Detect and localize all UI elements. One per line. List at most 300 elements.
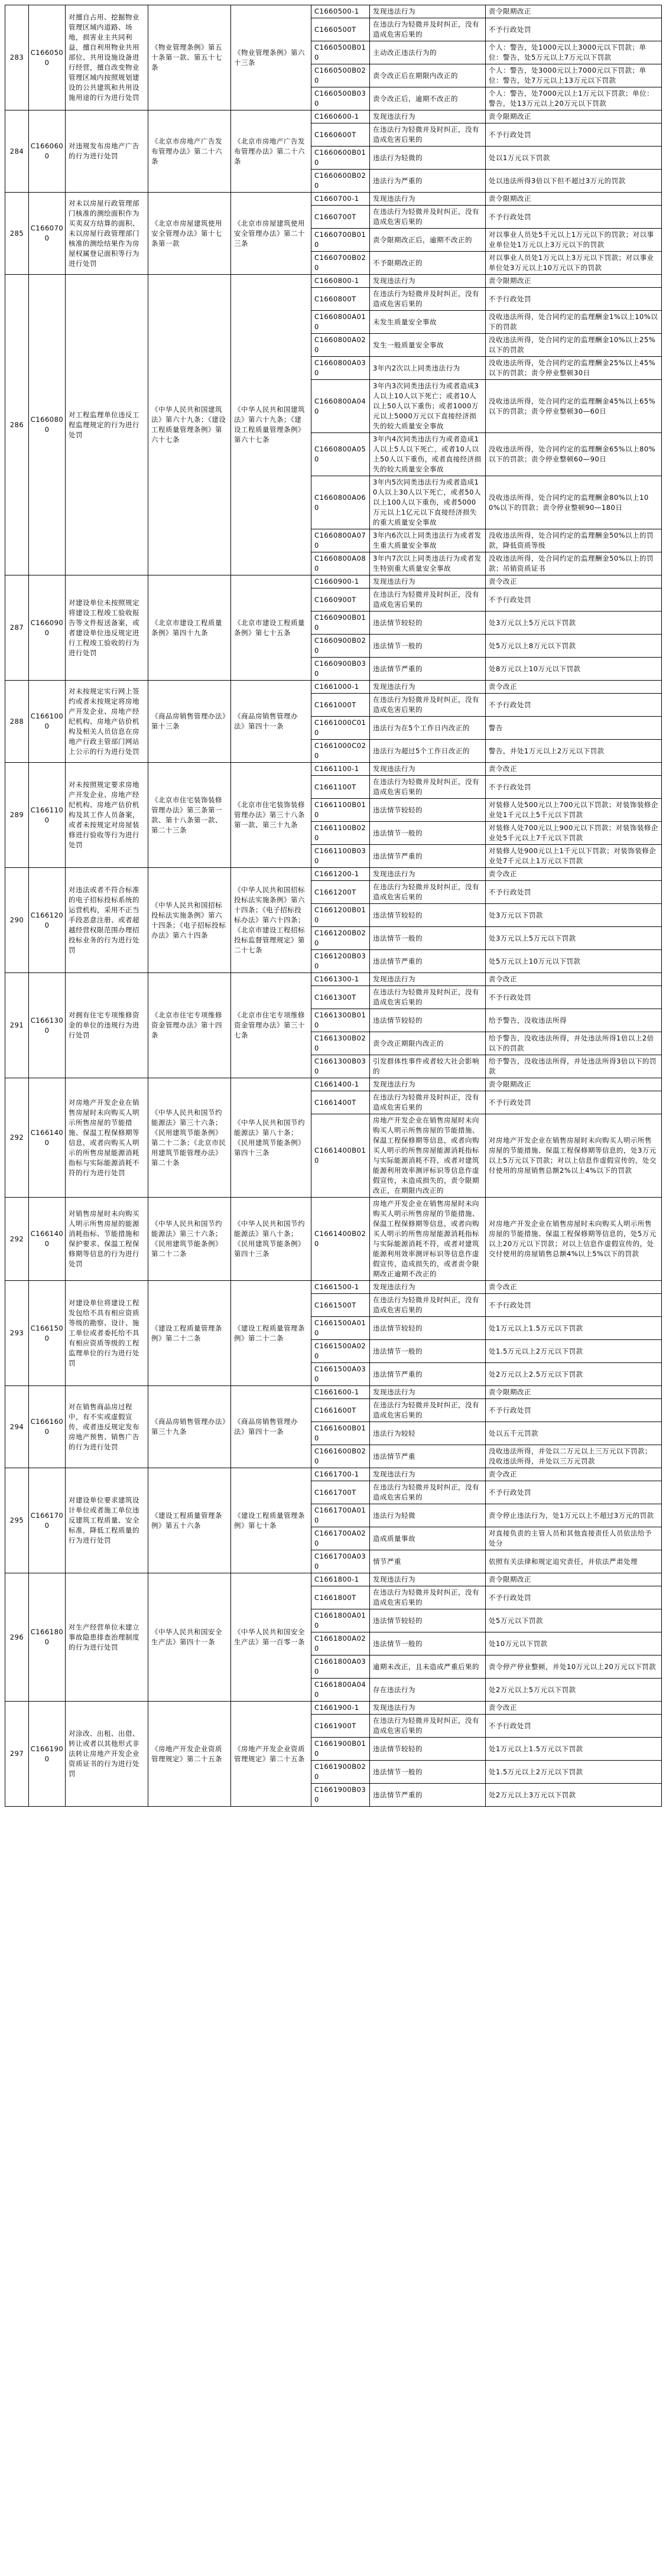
row-number: 292 — [5, 1078, 29, 1198]
penalty-standard: 处3万元以下罚款 — [486, 904, 662, 927]
sub-item-code: C1661700T — [311, 1481, 370, 1504]
penalty-standard: 不予行政处罚 — [486, 18, 662, 41]
violation-basis: 《北京市建设工程质量条例》第四十九条 — [148, 575, 231, 681]
sub-item-code: C1661700A030 — [311, 1550, 370, 1573]
violation-circumstance: 在违法行为轻微并及时纠正，没有造成危害后果的 — [370, 18, 486, 41]
violation-circumstance: 逾期未改正，且未造成严重后果的 — [370, 1655, 486, 1679]
item-name: 对未按照规定要求房地产开发企业、房地产经纪机构、房地产估价机构及其工作人员备案，或者未按规定对房屋装修进行验收等行为进行处罚 — [66, 763, 148, 868]
penalty-standard: 处2万元以上5万元以下罚款 — [486, 1679, 662, 1702]
penalty-standard: 处1.5万元以上2万元以下罚款 — [486, 1761, 662, 1784]
penalty-standard: 对装修人处900元以上1千元以下罚款；对装饰装修企业处7千元以上1万元以下罚款 — [486, 845, 662, 868]
penalty-standard: 不予行政处罚 — [486, 1481, 662, 1504]
sub-item-code: C1661100T — [311, 776, 370, 799]
violation-circumstance: 发现违法行为 — [370, 868, 486, 881]
penalty-basis: 《房地产开发企业资质管理规定》第二十五条 — [231, 1702, 311, 1807]
violation-circumstance: 违法情节较轻的 — [370, 1317, 486, 1340]
violation-circumstance: 违法行为在5个工作日内改正的 — [370, 717, 486, 740]
sub-item-code: C1661300B030 — [311, 1055, 370, 1078]
violation-circumstance: 发现违法行为 — [370, 193, 486, 206]
row-number: 290 — [5, 868, 29, 973]
penalty-basis: 《北京市房屋建筑使用安全管理办法》第二十三条 — [231, 193, 311, 275]
violation-circumstance: 违法行为超过5个工作日改正的 — [370, 740, 486, 763]
row-number: 287 — [5, 575, 29, 681]
penalty-standard: 责令限期改正 — [486, 5, 662, 18]
item-name: 对在销售商品房过程中，有不实或虚假宣传，或者违反规定发布房地产预售、销售广告的行为进行处罚 — [66, 1386, 148, 1468]
sub-item-code: C1661400B020 — [311, 1198, 370, 1281]
penalty-basis: 《中华人民共和国招标投标法实施条例》第六十四条；《电子招标投标办法》第六十四条；《北京市建设工程招标投标监督管理规定》第二十七条 — [231, 868, 311, 973]
violation-basis: 《北京市住宅装饰装修管理办法》第三条第一款、第十八条第一款、第二十三条 — [148, 763, 231, 868]
violation-circumstance: 违法情节一般的 — [370, 1340, 486, 1363]
penalty-standard: 责令限期改正 — [486, 1386, 662, 1399]
penalty-standard: 不予行政处罚 — [486, 986, 662, 1009]
sub-item-code: C1660800A070 — [311, 529, 370, 552]
sub-item-code: C1661900B010 — [311, 1738, 370, 1761]
sub-item-code: C1660500-1 — [311, 5, 370, 18]
sub-item-code: C1661800-1 — [311, 1573, 370, 1586]
sub-item-code: C1661600-1 — [311, 1386, 370, 1399]
violation-circumstance: 在违法行为轻微并及时纠正，没有造成危害后果的 — [370, 1715, 486, 1738]
table-row — [5, 193, 662, 206]
violation-circumstance: 责令改正后，逾期不改正的 — [370, 87, 486, 110]
sub-item-code: C1661100B020 — [311, 822, 370, 845]
penalty-standard: 没收违法所得，处合同约定的监理酬金45%以上65%以下的罚款；责令停业整顿30—60日 — [486, 380, 662, 433]
penalty-basis: 《北京市房地产广告发布管理办法》第二十六条 — [231, 110, 311, 193]
table-row — [5, 275, 662, 288]
violation-circumstance: 在违法行为轻微并及时纠正，没有造成危害后果的 — [370, 123, 486, 147]
penalty-standard: 警告 — [486, 717, 662, 740]
table-body — [5, 5, 662, 1807]
violation-circumstance: 发现违法行为 — [370, 575, 486, 588]
sub-item-code: C1661500A030 — [311, 1363, 370, 1386]
table-row — [5, 1386, 662, 1399]
row-number: 288 — [5, 681, 29, 763]
sub-item-code: C1661200T — [311, 881, 370, 904]
penalty-standard: 没收违法所得，处合同约定的监理酬金10%以上25%以下的罚款 — [486, 334, 662, 357]
sub-item-code: C1661900B030 — [311, 1784, 370, 1807]
penalty-standard: 没收违法所得，处合同约定的监理酬金80%以上100%以下的罚款；责令停业整顿90—180日 — [486, 476, 662, 529]
sub-item-code: C1660700-1 — [311, 193, 370, 206]
penalty-standard: 处2万元以上3万元以下罚款 — [486, 1784, 662, 1807]
penalty-standard: 责令限期改正 — [486, 275, 662, 288]
penalty-standard: 责令改正 — [486, 973, 662, 986]
item-code: C1661500 — [29, 1281, 66, 1386]
sub-item-code: C1660600-1 — [311, 110, 370, 123]
violation-circumstance: 违法情节一般的 — [370, 822, 486, 845]
violation-circumstance: 3年内5次同类违法行为或者造成10人以上30人以下死亡，或者50人以上100人以下重伤，或者5000万元以上1亿元以下直接经济损失的重大质量安全事故 — [370, 476, 486, 529]
violation-basis: 《北京市房屋建筑使用安全管理办法》第十七条第一款 — [148, 193, 231, 275]
row-number: 294 — [5, 1386, 29, 1468]
item-code: C1660900 — [29, 575, 66, 681]
violation-circumstance: 责令改正期限内改正的 — [370, 1032, 486, 1055]
violation-circumstance: 违法情节较轻的 — [370, 1738, 486, 1761]
penalty-standard: 不予行政处罚 — [486, 288, 662, 311]
penalty-basis: 《中华人民共和国安全生产法》第一百零一条 — [231, 1573, 311, 1702]
row-number: 285 — [5, 193, 29, 275]
sub-item-code: C1661800T — [311, 1586, 370, 1609]
violation-circumstance: 在违法行为轻微并及时纠正，没有造成危害后果的 — [370, 1481, 486, 1504]
penalty-standard: 处1.5万元以上2万元以下罚款 — [486, 1340, 662, 1363]
item-name: 对违规发布房地产广告的行为进行处罚 — [66, 110, 148, 193]
penalty-standard: 个人：警告，处7000元以上1万元以下罚款；单位：警告，处13万元以上20万元以下罚款 — [486, 87, 662, 110]
table-row — [5, 1078, 662, 1091]
penalty-basis: 《商品房销售管理办法》第四十一条 — [231, 1386, 311, 1468]
penalty-standard: 没收违法所得，处合同约定的监理酬金65%以上80%以下的罚款；责令停业整顿60—90日 — [486, 433, 662, 476]
sub-item-code: C1661500-1 — [311, 1281, 370, 1294]
penalty-standard: 处5万元以上8万元以下罚款 — [486, 635, 662, 658]
sub-item-code: C1661100B010 — [311, 799, 370, 822]
sub-item-code: C1661200B020 — [311, 927, 370, 950]
penalty-standard: 处3万元以上5万元以下罚款 — [486, 927, 662, 950]
item-name: 对生产经营单位未建立事故隐患排查治理制度的行为进行处罚 — [66, 1573, 148, 1702]
penalty-standard: 责令改正 — [486, 1468, 662, 1481]
penalty-standard: 责令限期改正 — [486, 1573, 662, 1586]
table-row — [5, 110, 662, 123]
violation-circumstance: 主动改正违法行为的 — [370, 41, 486, 64]
violation-circumstance: 3年内6次以上同类违法行为或者发生重大质量安全事故 — [370, 529, 486, 552]
penalty-standard: 处2万元以上2.5万元以下罚款 — [486, 1363, 662, 1386]
penalty-standard: 不予行政处罚 — [486, 1586, 662, 1609]
item-name: 对违法或者不符合标准的电子招标投标系统的运营机构，采用不正当手段恶意注册、或者超越经营权限范围办理招投标业务的行为进行处罚 — [66, 868, 148, 973]
penalty-basis: 《商品房销售管理办法》第四十一条 — [231, 681, 311, 763]
table-row — [5, 1702, 662, 1715]
violation-circumstance: 造成质量事故 — [370, 1527, 486, 1550]
penalty-standard: 处8万元以上10万元以下罚款 — [486, 658, 662, 681]
violation-circumstance: 发现违法行为 — [370, 1468, 486, 1481]
item-code: C1661900 — [29, 1702, 66, 1807]
violation-basis: 《建设工程质量管理条例》第二十二条 — [148, 1281, 231, 1386]
item-code: C1661000 — [29, 681, 66, 763]
penalty-standard: 警告，并处1万元以上2万元以下罚款 — [486, 740, 662, 763]
item-name: 对涂改、出租、出借、转让或者以其他形式非法转让房地产开发企业资质证书的行为进行处罚 — [66, 1702, 148, 1807]
sub-item-code: C1660800A010 — [311, 311, 370, 334]
item-code: C1661100 — [29, 763, 66, 868]
sub-item-code: C1660800A060 — [311, 476, 370, 529]
penalty-standard: 不予行政处罚 — [486, 1294, 662, 1317]
sub-item-code: C1660500B030 — [311, 87, 370, 110]
violation-circumstance: 违法情节严重 — [370, 1445, 486, 1468]
item-code: C1661700 — [29, 1468, 66, 1573]
sub-item-code: C1661700-1 — [311, 1468, 370, 1481]
sub-item-code: C1660800A050 — [311, 433, 370, 476]
penalty-standard: 个人：警告，处3000元以上7000元以下罚款；单位：警告，处7万元以上13万元以下罚款 — [486, 64, 662, 87]
penalty-standard: 处以1万元以下罚款 — [486, 147, 662, 170]
penalty-standard: 不予行政处罚 — [486, 776, 662, 799]
item-name: 对未以房屋行政管理部门核准的测绘面积作为买卖双方结算的面积、未以房屋行政管理部门核准的测绘结果作为房屋权属登记面积等行为进行处罚 — [66, 193, 148, 275]
penalty-standard: 责令停止违法行为，处1万元以上不超过3万元的罚款 — [486, 1504, 662, 1527]
sub-item-code: C1660900B030 — [311, 658, 370, 681]
table-row — [5, 1281, 662, 1294]
sub-item-code: C1661400B010 — [311, 1114, 370, 1198]
sub-item-code: C1661400T — [311, 1091, 370, 1114]
sub-item-code: C1661900T — [311, 1715, 370, 1738]
penalty-standard: 不予行政处罚 — [486, 1399, 662, 1422]
violation-circumstance: 违法行为严重的 — [370, 170, 486, 193]
item-name: 对房地产开发企业在销售房屋时未向购买人明示所售房屋的节能措施、保温工程保修期等信息，或者向购买人明示的所售房屋能源消耗指标与实际能源消耗不符的行为进行处罚 — [66, 1078, 148, 1198]
violation-circumstance: 3年内2次以上同类违法行为 — [370, 357, 486, 380]
sub-item-code: C1660800-1 — [311, 275, 370, 288]
violation-circumstance: 违法情节一般的 — [370, 1761, 486, 1784]
sub-item-code: C1660600T — [311, 123, 370, 147]
penalty-standard: 依照有关法律和规定追究责任，并依法严肃处理 — [486, 1550, 662, 1573]
violation-circumstance: 违法情节一般的 — [370, 1632, 486, 1655]
penalty-basis: 《物业管理条例》第六十三条 — [231, 5, 311, 110]
row-number: 286 — [5, 275, 29, 575]
violation-circumstance: 在违法行为轻微并及时纠正，没有造成危害后果的 — [370, 776, 486, 799]
violation-circumstance: 违法情节较轻的 — [370, 799, 486, 822]
violation-circumstance: 在违法行为轻微并及时纠正，没有造成危害后果的 — [370, 1091, 486, 1114]
item-code: C1661400 — [29, 1078, 66, 1198]
penalty-standard: 给予警告，没收违法所得，并处违法所得1倍以上2倍以下的罚款 — [486, 1032, 662, 1055]
sub-item-code: C1661700A020 — [311, 1527, 370, 1550]
violation-circumstance: 发现违法行为 — [370, 973, 486, 986]
violation-basis: 《北京市住宅专项维修资金管理办法》第十四条 — [148, 973, 231, 1078]
violation-circumstance: 在违法行为轻微并及时纠正，没有造成危害后果的 — [370, 206, 486, 229]
violation-circumstance: 发现违法行为 — [370, 763, 486, 776]
item-code: C1660700 — [29, 193, 66, 275]
violation-circumstance: 违法情节较轻的 — [370, 1609, 486, 1632]
penalty-standard: 对房地产开发企业在销售房屋时未向购买人明示所售房屋的节能措施、保温工程保修期等信息的，处5万元以上20万元以下罚款；对以上信息作虚假宣传的，处交付使用的房屋销售总额4%以上5%以下的罚款 — [486, 1198, 662, 1281]
penalty-standard: 责令改正 — [486, 1702, 662, 1715]
sub-item-code: C1660700B020 — [311, 252, 370, 275]
penalty-standard: 没收违法所得，处合同约定的监理酬金50%以上的罚款，降低资质等级 — [486, 529, 662, 552]
penalty-standard: 责令改正 — [486, 681, 662, 694]
sub-item-code: C1661300B010 — [311, 1009, 370, 1032]
violation-circumstance: 发现违法行为 — [370, 1702, 486, 1715]
sub-item-code: C1661100-1 — [311, 763, 370, 776]
row-number: 284 — [5, 110, 29, 193]
violation-basis: 《中华人民共和国安全生产法》第四十一条 — [148, 1573, 231, 1702]
penalty-standard: 处3万元以上5万元以下罚款 — [486, 612, 662, 635]
table-row — [5, 763, 662, 776]
sub-item-code: C1660800A080 — [311, 552, 370, 575]
sub-item-code: C1661200-1 — [311, 868, 370, 881]
penalty-standard: 对直接负责的主管人员和其他直接责任人员依法给予处分 — [486, 1527, 662, 1550]
penalty-standard: 处以五千元罚款 — [486, 1422, 662, 1445]
penalty-standard: 对以事业人员处1万元以上3万元以下罚款；对以事业单位处3万元以上10万元以下的罚款 — [486, 252, 662, 275]
item-name: 对未按规定实行网上签约或者未按规定将房地产开发企业、房地产经纪机构、房地产估价机构及相关人员信息在房地产行政主管部门网站上公示的行为进行处罚 — [66, 681, 148, 763]
violation-circumstance: 发现违法行为 — [370, 1281, 486, 1294]
table-row — [5, 973, 662, 986]
row-number: 293 — [5, 1281, 29, 1386]
penalty-standard: 给予警告，没收违法所得，并处违法所得3倍以下的罚款 — [486, 1055, 662, 1078]
table-row — [5, 1198, 662, 1281]
sub-item-code: C1661200B030 — [311, 950, 370, 973]
violation-circumstance: 3年内3次同类违法行为或者造成3人以上10人以下死亡；或者10人以上50人以下重伤；或者1000万元以上5000万元以下直接经济损失的较大质量安全事故 — [370, 380, 486, 433]
violation-circumstance: 发现违法行为 — [370, 681, 486, 694]
table-row — [5, 1468, 662, 1481]
penalty-standard: 不予行政处罚 — [486, 206, 662, 229]
violation-circumstance: 违法情节一般的 — [370, 927, 486, 950]
row-number: 291 — [5, 973, 29, 1078]
penalty-basis: 《北京市住宅装饰装修管理办法》第三十八条第一款、第三十九条 — [231, 763, 311, 868]
violation-circumstance: 违法情节较轻的 — [370, 1009, 486, 1032]
penalty-standard: 不予行政处罚 — [486, 1715, 662, 1738]
violation-circumstance: 在违法行为轻微并及时纠正，没有造成危害后果的 — [370, 1294, 486, 1317]
penalty-basis: 《建设工程质量管理条例》第七十条 — [231, 1468, 311, 1573]
sub-item-code: C1661300B020 — [311, 1032, 370, 1055]
violation-circumstance: 违法行为轻微 — [370, 1504, 486, 1527]
item-name: 对销售房屋时未向购买人明示所售房屋的能源消耗指标、节能措施和保护要求、保温工程保修期等信息的行为进行处罚 — [66, 1198, 148, 1281]
violation-circumstance: 发现违法行为 — [370, 5, 486, 18]
violation-circumstance: 违法情节较轻的 — [370, 612, 486, 635]
violation-circumstance: 未发生质量安全事故 — [370, 311, 486, 334]
violation-circumstance: 存在违法行为 — [370, 1679, 486, 1702]
penalty-standard: 对装修人处700元以上900元以下罚款；对装饰装修企业处5千元以上7千元以下罚款 — [486, 822, 662, 845]
violation-basis: 《中华人民共和国建筑法》第六十九条；《建设工程质量管理条例》第六十七条 — [148, 275, 231, 575]
penalty-standard: 给予警告，没收违法所得 — [486, 1009, 662, 1032]
penalty-basis: 《北京市住宅专项维修资金管理办法》第三十七条 — [231, 973, 311, 1078]
row-number: 297 — [5, 1702, 29, 1807]
violation-circumstance: 在违法行为轻微并及时纠正，没有造成危害后果的 — [370, 881, 486, 904]
sub-item-code: C1661800A020 — [311, 1632, 370, 1655]
row-number: 283 — [5, 5, 29, 110]
violation-basis: 《中华人民共和国节约能源法》第三十六条；《民用建筑节能条例》第二十二条 — [148, 1198, 231, 1281]
sub-item-code: C1661400-1 — [311, 1078, 370, 1091]
sub-item-code: C1661000C010 — [311, 717, 370, 740]
penalty-standard: 不予行政处罚 — [486, 588, 662, 612]
sub-item-code: C1661200B010 — [311, 904, 370, 927]
penalty-standard: 处以违法所得3倍以下但不超过3万元的罚款 — [486, 170, 662, 193]
sub-item-code: C1661300T — [311, 986, 370, 1009]
sub-item-code: C1660700B010 — [311, 229, 370, 252]
penalty-standard: 对以事业人员处5千元以上1万元以下的罚款；对以事业单位处1万元以上3万元以下的罚款 — [486, 229, 662, 252]
sub-item-code: C1660700T — [311, 206, 370, 229]
item-name: 对擅自占用、挖掘物业管理区域内道路、场地，损害业主共同利益，擅自利用物业共用部位、共用设施设备进行经营，擅自改变物业管理区域内按照规划建设的公共建筑和共用设施用途的行为进行处罚 — [66, 5, 148, 110]
item-name: 对拥有住宅专项维修资金的单位的违规行为进行处罚 — [66, 973, 148, 1078]
item-code: C1661300 — [29, 973, 66, 1078]
sub-item-code: C1661500A020 — [311, 1340, 370, 1363]
sub-item-code: C1661600T — [311, 1399, 370, 1422]
table-row — [5, 868, 662, 881]
sub-item-code: C1660600B020 — [311, 170, 370, 193]
penalty-standard: 处5万元以上10万元以下罚款 — [486, 950, 662, 973]
violation-basis: 《北京市房地产广告发布管理办法》第二十六条 — [148, 110, 231, 193]
sub-item-code: C1661000-1 — [311, 681, 370, 694]
item-name: 对工程监理单位违反工程监理规定的行为进行处罚 — [66, 275, 148, 575]
penalty-standard: 不予行政处罚 — [486, 881, 662, 904]
penalty-standard: 责令限期改正 — [486, 1078, 662, 1091]
violation-basis: 《中华人民共和国招标投标法实施条例》第六十四条；《电子招标投标办法》第六十四条 — [148, 868, 231, 973]
violation-circumstance: 违法行为较轻 — [370, 1422, 486, 1445]
item-code: C1661600 — [29, 1386, 66, 1468]
penalty-standard: 处1万元以上1.5万元以下罚款 — [486, 1317, 662, 1340]
sub-item-code: C1660500T — [311, 18, 370, 41]
violation-circumstance: 引发群体性事件或者较大社会影响的 — [370, 1055, 486, 1078]
sub-item-code: C1660600B010 — [311, 147, 370, 170]
sub-item-code: C1661700A010 — [311, 1504, 370, 1527]
violation-circumstance: 责令改正后在期限内改正的 — [370, 64, 486, 87]
violation-basis: 《建设工程质量管理条例》第五十六条 — [148, 1468, 231, 1573]
violation-circumstance: 违法情节严重的 — [370, 845, 486, 868]
sub-item-code: C1661900-1 — [311, 1702, 370, 1715]
penalty-standard: 处5万元以下罚款 — [486, 1609, 662, 1632]
penalty-standard: 没收违法所得，处合同约定的监理酬金50%以上的罚款；吊销资质证书 — [486, 552, 662, 575]
item-code: C1661800 — [29, 1573, 66, 1702]
item-code: C1661200 — [29, 868, 66, 973]
sub-item-code: C1661800A030 — [311, 1655, 370, 1679]
penalty-standards-table — [5, 5, 662, 1807]
violation-circumstance: 发生一般质量安全事故 — [370, 334, 486, 357]
sub-item-code: C1661900B020 — [311, 1761, 370, 1784]
table-row — [5, 575, 662, 588]
violation-circumstance: 违法情节严重的 — [370, 1363, 486, 1386]
violation-circumstance: 违法情节严重的 — [370, 950, 486, 973]
sub-item-code: C1661800A010 — [311, 1609, 370, 1632]
violation-basis: 《商品房销售管理办法》第十三条 — [148, 681, 231, 763]
penalty-standard: 责令改正 — [486, 575, 662, 588]
sub-item-code: C1660500B010 — [311, 41, 370, 64]
penalty-standard: 责令停产停业整顿，并处10万元以上20万元以下罚款 — [486, 1655, 662, 1679]
item-code: C1660600 — [29, 110, 66, 193]
violation-basis: 《中华人民共和国节约能源法》第三十六条；《民用建筑节能条例》第二十二条；《北京市民用建筑节能管理办法》第二十条 — [148, 1078, 231, 1198]
violation-circumstance: 发现违法行为 — [370, 110, 486, 123]
violation-circumstance: 3年内7次以上同类违法行为或者发生特别重大质量安全事故 — [370, 552, 486, 575]
penalty-standard: 责令改正 — [486, 868, 662, 881]
violation-circumstance: 违法行为轻微的 — [370, 147, 486, 170]
violation-circumstance: 在违法行为轻微并及时纠正，没有造成危害后果的 — [370, 694, 486, 717]
penalty-standard: 责令限期改正 — [486, 193, 662, 206]
item-code: C1660800 — [29, 275, 66, 575]
sub-item-code: C1660800A030 — [311, 357, 370, 380]
item-name: 对建设单位未按照规定将建设工程竣工验收报告等文件报送备案，或者建设单位违反规定进行工程竣工验收的行为进行处罚 — [66, 575, 148, 681]
violation-basis: 《房地产开发企业资质管理规定》第二十五条 — [148, 1702, 231, 1807]
penalty-standard: 处1万元以上1.5万元以下罚款 — [486, 1738, 662, 1761]
item-code: C1661400 — [29, 1198, 66, 1281]
violation-circumstance: 发现违法行为 — [370, 1386, 486, 1399]
table-row — [5, 1573, 662, 1586]
penalty-standard: 责令改正 — [486, 1281, 662, 1294]
penalty-standard: 处10万元以下罚款 — [486, 1632, 662, 1655]
violation-basis: 《商品房销售管理办法》第三十九条 — [148, 1386, 231, 1468]
violation-circumstance: 发现违法行为 — [370, 1573, 486, 1586]
sub-item-code: C1661100B030 — [311, 845, 370, 868]
penalty-basis: 《中华人民共和国节约能源法》第八十条；《民用建筑节能条例》第四十三条 — [231, 1198, 311, 1281]
violation-circumstance: 在违法行为轻微并及时纠正，没有造成危害后果的 — [370, 1586, 486, 1609]
violation-circumstance: 情节严重 — [370, 1550, 486, 1573]
item-code: C1660500 — [29, 5, 66, 110]
violation-circumstance: 房地产开发企业在销售房屋时未向购买人明示所售房屋的节能措施、保温工程保修期等信息，或者向购买人明示的所售房屋能源消耗指标与实际能源消耗不符，或者对建筑能源利用效率测评标识等信息作虚假宣传，造成损失的，或者责令限期改正逾期不改正的 — [370, 1198, 486, 1281]
sub-item-code: C1660500B020 — [311, 64, 370, 87]
violation-basis: 《物业管理条例》第五十条第一款、第五十七条 — [148, 5, 231, 110]
sub-item-code: C1661500T — [311, 1294, 370, 1317]
row-number: 289 — [5, 763, 29, 868]
penalty-standard: 对房地产开发企业在销售房屋时未向购买人明示所售房屋的节能措施、保温工程保修期等信息的，处3万元以上5万元以下罚款；对以上信息作虚假宣传的，处交付使用的房屋销售总额2%以上4%以下的罚款 — [486, 1114, 662, 1198]
table-row — [5, 5, 662, 18]
penalty-standard: 不予行政处罚 — [486, 1091, 662, 1114]
violation-circumstance: 在违法行为轻微并及时纠正，没有造成危害后果的 — [370, 288, 486, 311]
penalty-standard: 责令限期改正 — [486, 110, 662, 123]
violation-circumstance: 发现违法行为 — [370, 1078, 486, 1091]
violation-circumstance: 责令限期改正后，逾期不改正的 — [370, 229, 486, 252]
penalty-basis: 《中华人民共和国建筑法》第六十九条；《建设工程质量管理条例》第六十七条 — [231, 275, 311, 575]
row-number: 296 — [5, 1573, 29, 1702]
sub-item-code: C1660800T — [311, 288, 370, 311]
row-number: 295 — [5, 1468, 29, 1573]
sub-item-code: C1661600B010 — [311, 1422, 370, 1445]
sub-item-code: C1661600B020 — [311, 1445, 370, 1468]
sub-item-code: C1661500A010 — [311, 1317, 370, 1340]
penalty-basis: 《北京市建设工程质量条例》第七十五条 — [231, 575, 311, 681]
sub-item-code: C1661000T — [311, 694, 370, 717]
violation-circumstance: 违法情节较轻的 — [370, 904, 486, 927]
sub-item-code: C1660900T — [311, 588, 370, 612]
penalty-standard: 对装修人处500元以上700元以下罚款；对装饰装修企业处1千元以上5千元以下罚款 — [486, 799, 662, 822]
sub-item-code: C1660800A040 — [311, 380, 370, 433]
sub-item-code: C1661000C020 — [311, 740, 370, 763]
penalty-standard: 没收违法所得，并处以二万元以上三万元以下罚款；没收违法所得，并处以三万元罚款 — [486, 1445, 662, 1468]
penalty-standard: 个人：警告，处1000元以上3000元以下罚款；单位：警告，处5万元以上7万元以下罚款 — [486, 41, 662, 64]
violation-circumstance: 在违法行为轻微并及时纠正，没有造成危害后果的 — [370, 1399, 486, 1422]
